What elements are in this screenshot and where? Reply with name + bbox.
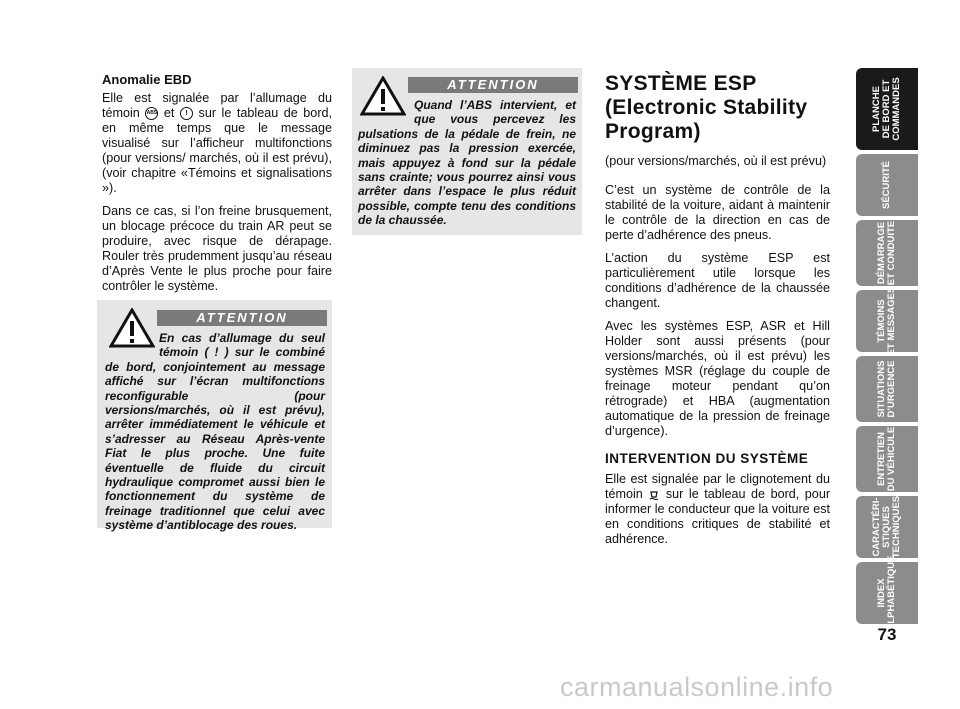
tab-securite[interactable]	[856, 154, 918, 216]
tab-demarrage[interactable]	[856, 220, 918, 286]
watermark: carmanualsonline.info	[560, 672, 834, 702]
warning-text-abs	[358, 98, 576, 228]
tab-situations[interactable]	[856, 356, 918, 422]
warning-text-brake-body: En cas d’allumage du seul témoin ( ! ) sur le combiné de bord, conjointement au message affiché sur l’écran multifonctions reconfigurable (pour versions/marchés, où il est prévu), arrêter immédiatement le véhicule et s’adresser au Réseau Après-vente Fiat le plus proche. Une fuite éventuelle de fluide du circuit hydraulique compromet aussi bien le fonctionnement du système de freinage traditionnel que celui avec système d’antiblocage des roues.	[105, 331, 325, 533]
tab-entretien[interactable]	[856, 426, 918, 492]
warning-text-abs-body: Quand l’ABS intervient, et que vous percevez les pulsations de la pédale de frein, ne diminuez pas la pression exercée, mais appuyez à fond sur la pédale sans crainte; vous pourrez ainsi vous arrêter dans l’espace le plus réduit possible, compte tenu des conditions de la chaussée.	[358, 98, 576, 228]
warning-box-abs	[352, 68, 582, 235]
tab-label: DÉMARRAGE ET CONDUITE	[876, 220, 897, 286]
ebd-paragraph-2: Dans ce cas, si l’on freine brusquement, un blocage précoce du train AR peut se produire, avec risque de dérapage. Rouler très prudemment jusqu’au réseau d’Après Vente le plus proche pour faire contrôler le système.	[102, 204, 332, 293]
ebd-p1-text-b: et	[163, 106, 175, 120]
brake-warning-icon: !	[180, 107, 193, 120]
ebd-paragraph-1	[102, 91, 332, 196]
ebd-heading: Anomalie EBD	[102, 72, 192, 87]
esp-icon	[648, 489, 660, 501]
warning-text-brake	[105, 331, 325, 533]
tab-label: PLANCHE DE BORD ET COMMANDES	[871, 77, 902, 141]
intervention-text-a: Elle est signalée par le clignotement du témoin	[605, 472, 830, 501]
warning-box-brake	[97, 300, 332, 533]
esp-paragraph-1: C’est un système de contrôle de la stabilité de la voiture, aidant à maintenir le contrôle de la direction en cas de perte d’adhérence des pneus.	[605, 183, 830, 242]
esp-paragraph-3: Avec les systèmes ESP, ASR et Hill Holder sont aussi présents (pour versions/marchés, où il est prévu) les systèmes MSR (réglage du couple de freinage moteur pendant qu’on rétrograde) et HBA (augmentation automatique de la pression de freinage d’urgence).	[605, 319, 830, 438]
ebd-p1-text-c: sur le tableau de bord, en même temps que le message visualisé sur l’afficheur multifonctions (pour versions/ marchés, où il est prévu), (voir chapitre «Témoins et signalisations »).	[102, 106, 333, 195]
page-number: 73	[877, 625, 897, 644]
intervention-heading: INTERVENTION DU SYSTÈME	[605, 451, 809, 466]
abs-warning-icon: ABS	[145, 107, 158, 120]
tab-temoins[interactable]	[856, 286, 918, 356]
warning-title-bar: ATTENTION	[157, 310, 327, 326]
intervention-paragraph	[605, 472, 830, 547]
tab-planche-de-bord[interactable]	[856, 68, 918, 150]
tab-label: INDEX ALPHABÉTIQUE	[876, 555, 897, 631]
esp-title: SYSTÈME ESP (Electronic Stability Program)	[605, 72, 808, 143]
tab-label: SITUATIONS D’URGENCE	[876, 360, 897, 418]
tab-index[interactable]	[856, 555, 918, 631]
tab-label: SÉCURITÉ	[881, 160, 892, 210]
tab-label: ENTRETIEN DU VÉHICULE	[876, 426, 897, 492]
right-column	[605, 72, 830, 555]
ebd-p1-text-a: Elle est signalée par l’allumage du témoin	[102, 91, 332, 120]
tab-caracteristiques[interactable]	[856, 496, 918, 558]
tab-label: CARACTÉRI- STIQUES TECHNIQUES	[871, 495, 902, 559]
esp-paragraph-2: L’action du système ESP est particulièrement utile lorsque les conditions d’adhérence de la chaussée changent.	[605, 251, 830, 310]
tab-label: TÉMOINS ET MESSAGES	[876, 286, 897, 356]
esp-subtitle: (pour versions/marchés, où il est prévu)	[605, 154, 827, 168]
left-column	[102, 72, 332, 302]
warning-title-bar: ATTENTION	[408, 77, 578, 93]
intervention-text-b: sur le tableau de bord, pour informer le conducteur que la voiture est en conditions critiques de stabilité et adhérence.	[605, 487, 831, 546]
